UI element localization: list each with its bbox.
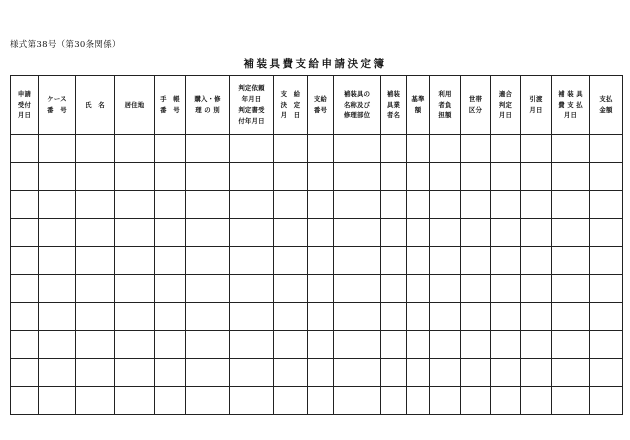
- ledger-cell: [308, 163, 334, 191]
- col-header-purchase-or-repair: 購入・修 理 の 別: [186, 76, 230, 135]
- ledger-cell: [407, 191, 430, 219]
- col-header-standard-amount: 基準 額: [407, 76, 430, 135]
- ledger-cell: [381, 135, 407, 163]
- ledger-cell: [308, 191, 334, 219]
- ledger-cell: [39, 247, 76, 275]
- ledger-cell: [461, 303, 491, 331]
- ledger-cell: [407, 135, 430, 163]
- ledger-cell: [334, 219, 381, 247]
- ledger-cell: [552, 303, 590, 331]
- col-header-payment-number: 支給 番号: [308, 76, 334, 135]
- ledger-cell: [115, 135, 155, 163]
- ledger-cell: [11, 275, 39, 303]
- ledger-cell: [274, 247, 308, 275]
- ledger-cell: [590, 191, 623, 219]
- ledger-cell: [430, 331, 461, 359]
- ledger-cell: [230, 303, 274, 331]
- ledger-cell: [230, 359, 274, 387]
- ledger-cell: [186, 387, 230, 415]
- col-header-vendor-name: 補装 具業 者名: [381, 76, 407, 135]
- ledger-cell: [155, 135, 186, 163]
- ledger-row: [11, 387, 623, 415]
- ledger-cell: [186, 163, 230, 191]
- ledger-cell: [491, 275, 521, 303]
- ledger-cell: [39, 191, 76, 219]
- ledger-cell: [308, 275, 334, 303]
- ledger-cell: [590, 359, 623, 387]
- ledger-cell: [552, 275, 590, 303]
- ledger-cell: [381, 163, 407, 191]
- ledger-cell: [430, 191, 461, 219]
- ledger-cell: [230, 387, 274, 415]
- ledger-cell: [521, 387, 552, 415]
- col-header-name: 氏 名: [76, 76, 115, 135]
- ledger-cell: [381, 387, 407, 415]
- ledger-cell: [115, 275, 155, 303]
- ledger-cell: [521, 303, 552, 331]
- col-header-household-category: 世帯 区分: [461, 76, 491, 135]
- ledger-cell: [590, 275, 623, 303]
- col-header-payment-amount: 支払 金額: [590, 76, 623, 135]
- ledger-cell: [76, 247, 115, 275]
- col-header-handbook-number: 手 帳 番 号: [155, 76, 186, 135]
- ledger-cell: [491, 219, 521, 247]
- ledger-cell: [115, 163, 155, 191]
- ledger-cell: [407, 275, 430, 303]
- ledger-body: [11, 135, 623, 415]
- ledger-row: [11, 247, 623, 275]
- ledger-cell: [552, 135, 590, 163]
- ledger-cell: [430, 135, 461, 163]
- ledger-cell: [521, 331, 552, 359]
- col-header-delivery-date: 引渡 月日: [521, 76, 552, 135]
- ledger-cell: [155, 191, 186, 219]
- ledger-cell: [155, 275, 186, 303]
- ledger-cell: [491, 135, 521, 163]
- col-header-user-burden: 利用 者負 担額: [430, 76, 461, 135]
- ledger-cell: [430, 387, 461, 415]
- ledger-cell: [39, 219, 76, 247]
- ledger-cell: [590, 135, 623, 163]
- ledger-cell: [274, 163, 308, 191]
- ledger-cell: [274, 387, 308, 415]
- ledger-row: [11, 303, 623, 331]
- ledger-cell: [430, 303, 461, 331]
- ledger-cell: [274, 275, 308, 303]
- ledger-cell: [274, 331, 308, 359]
- ledger-cell: [521, 135, 552, 163]
- ledger-cell: [308, 135, 334, 163]
- ledger-cell: [407, 331, 430, 359]
- ledger-cell: [430, 275, 461, 303]
- ledger-cell: [407, 219, 430, 247]
- ledger-cell: [407, 387, 430, 415]
- ledger-cell: [230, 135, 274, 163]
- ledger-cell: [491, 387, 521, 415]
- ledger-cell: [461, 163, 491, 191]
- ledger-cell: [590, 219, 623, 247]
- ledger-cell: [491, 163, 521, 191]
- ledger-cell: [115, 359, 155, 387]
- ledger-cell: [334, 387, 381, 415]
- ledger-cell: [186, 359, 230, 387]
- ledger-cell: [230, 163, 274, 191]
- ledger-cell: [76, 219, 115, 247]
- ledger-row: [11, 275, 623, 303]
- ledger-cell: [39, 331, 76, 359]
- ledger-cell: [274, 303, 308, 331]
- col-header-fitting-date: 適合 判定 月日: [491, 76, 521, 135]
- ledger-cell: [155, 303, 186, 331]
- ledger-cell: [76, 275, 115, 303]
- ledger-cell: [155, 247, 186, 275]
- ledger-cell: [552, 387, 590, 415]
- ledger-cell: [552, 359, 590, 387]
- ledger-cell: [11, 387, 39, 415]
- ledger-cell: [381, 331, 407, 359]
- ledger-cell: [11, 331, 39, 359]
- ledger-cell: [334, 275, 381, 303]
- ledger-cell: [590, 331, 623, 359]
- ledger-cell: [334, 163, 381, 191]
- ledger-row: [11, 331, 623, 359]
- ledger-cell: [491, 191, 521, 219]
- col-header-application-date: 申請 受付 月日: [11, 76, 39, 135]
- col-header-judgment-dates: 判定依頼 年月日 判定書受 付年月日: [230, 76, 274, 135]
- ledger-cell: [334, 331, 381, 359]
- ledger-cell: [230, 247, 274, 275]
- ledger-cell: [461, 191, 491, 219]
- ledger-cell: [274, 191, 308, 219]
- ledger-cell: [521, 359, 552, 387]
- ledger-cell: [274, 219, 308, 247]
- ledger-cell: [186, 303, 230, 331]
- ledger-cell: [381, 247, 407, 275]
- ledger-cell: [11, 303, 39, 331]
- ledger-cell: [381, 303, 407, 331]
- ledger-cell: [334, 191, 381, 219]
- ledger-cell: [230, 331, 274, 359]
- ledger-cell: [76, 163, 115, 191]
- ledger-cell: [552, 331, 590, 359]
- ledger-cell: [76, 387, 115, 415]
- ledger-cell: [552, 163, 590, 191]
- ledger-cell: [308, 219, 334, 247]
- col-header-payment-date: 補 装 具 費 支 払 月日: [552, 76, 590, 135]
- ledger-cell: [430, 219, 461, 247]
- ledger-cell: [590, 163, 623, 191]
- ledger-cell: [491, 247, 521, 275]
- ledger-cell: [521, 191, 552, 219]
- ledger-row: [11, 135, 623, 163]
- ledger-cell: [76, 135, 115, 163]
- ledger-cell: [155, 387, 186, 415]
- ledger-cell: [230, 219, 274, 247]
- ledger-cell: [11, 359, 39, 387]
- ledger-cell: [155, 163, 186, 191]
- ledger-cell: [461, 359, 491, 387]
- col-header-residence: 居住地: [115, 76, 155, 135]
- ledger-cell: [115, 219, 155, 247]
- ledger-cell: [461, 387, 491, 415]
- ledger-cell: [521, 275, 552, 303]
- ledger-cell: [461, 247, 491, 275]
- ledger-cell: [11, 135, 39, 163]
- ledger-cell: [186, 219, 230, 247]
- ledger-cell: [39, 163, 76, 191]
- ledger-cell: [11, 163, 39, 191]
- ledger-cell: [76, 303, 115, 331]
- ledger-cell: [461, 135, 491, 163]
- ledger-cell: [39, 387, 76, 415]
- ledger-cell: [590, 247, 623, 275]
- ledger-cell: [76, 191, 115, 219]
- ledger-cell: [11, 247, 39, 275]
- ledger-cell: [590, 303, 623, 331]
- ledger-cell: [155, 359, 186, 387]
- ledger-cell: [11, 219, 39, 247]
- ledger-cell: [115, 331, 155, 359]
- ledger-cell: [115, 387, 155, 415]
- form-number: 様式第38号（第30条関係）: [10, 40, 121, 50]
- ledger-cell: [407, 163, 430, 191]
- ledger-cell: [115, 303, 155, 331]
- ledger-cell: [155, 219, 186, 247]
- ledger-cell: [521, 219, 552, 247]
- ledger-cell: [334, 135, 381, 163]
- ledger-cell: [39, 303, 76, 331]
- ledger-cell: [115, 247, 155, 275]
- ledger-cell: [491, 331, 521, 359]
- ledger-cell: [115, 191, 155, 219]
- ledger-cell: [552, 219, 590, 247]
- ledger-cell: [308, 359, 334, 387]
- ledger-cell: [11, 191, 39, 219]
- ledger-cell: [186, 135, 230, 163]
- ledger-cell: [552, 191, 590, 219]
- ledger-table: [10, 75, 623, 415]
- ledger-cell: [186, 191, 230, 219]
- ledger-cell: [230, 275, 274, 303]
- ledger-cell: [334, 359, 381, 387]
- ledger-cell: [491, 303, 521, 331]
- ledger-cell: [552, 247, 590, 275]
- ledger-row: [11, 191, 623, 219]
- ledger-cell: [186, 275, 230, 303]
- ledger-cell: [274, 135, 308, 163]
- ledger-cell: [308, 387, 334, 415]
- ledger-cell: [186, 247, 230, 275]
- ledger-cell: [461, 219, 491, 247]
- ledger-cell: [334, 247, 381, 275]
- ledger-row: [11, 219, 623, 247]
- ledger-cell: [381, 275, 407, 303]
- ledger-row: [11, 163, 623, 191]
- ledger-cell: [39, 135, 76, 163]
- ledger-cell: [39, 359, 76, 387]
- ledger-cell: [491, 359, 521, 387]
- header-row: [11, 76, 623, 135]
- ledger-cell: [76, 331, 115, 359]
- ledger-cell: [430, 163, 461, 191]
- ledger-cell: [407, 247, 430, 275]
- ledger-cell: [155, 331, 186, 359]
- ledger-cell: [461, 275, 491, 303]
- ledger-cell: [230, 191, 274, 219]
- ledger-cell: [381, 191, 407, 219]
- ledger-cell: [521, 247, 552, 275]
- form-title: 補装具費支給申請決定簿: [243, 58, 387, 70]
- ledger-cell: [39, 275, 76, 303]
- ledger-cell: [308, 303, 334, 331]
- ledger-cell: [430, 247, 461, 275]
- ledger-cell: [308, 331, 334, 359]
- ledger-cell: [407, 303, 430, 331]
- ledger-cell: [381, 219, 407, 247]
- ledger-cell: [590, 387, 623, 415]
- ledger-cell: [461, 331, 491, 359]
- ledger-row: [11, 359, 623, 387]
- ledger-cell: [407, 359, 430, 387]
- ledger-cell: [274, 359, 308, 387]
- ledger-cell: [334, 303, 381, 331]
- col-header-payment-decision-date: 支 給 決 定 月 日: [274, 76, 308, 135]
- col-header-case-number: ケース 番 号: [39, 76, 76, 135]
- col-header-device-name-repair-part: 補装具の 名称及び 修理部位: [334, 76, 381, 135]
- ledger-cell: [521, 163, 552, 191]
- ledger-cell: [186, 331, 230, 359]
- ledger-cell: [76, 359, 115, 387]
- ledger-cell: [308, 247, 334, 275]
- ledger-cell: [381, 359, 407, 387]
- ledger-cell: [430, 359, 461, 387]
